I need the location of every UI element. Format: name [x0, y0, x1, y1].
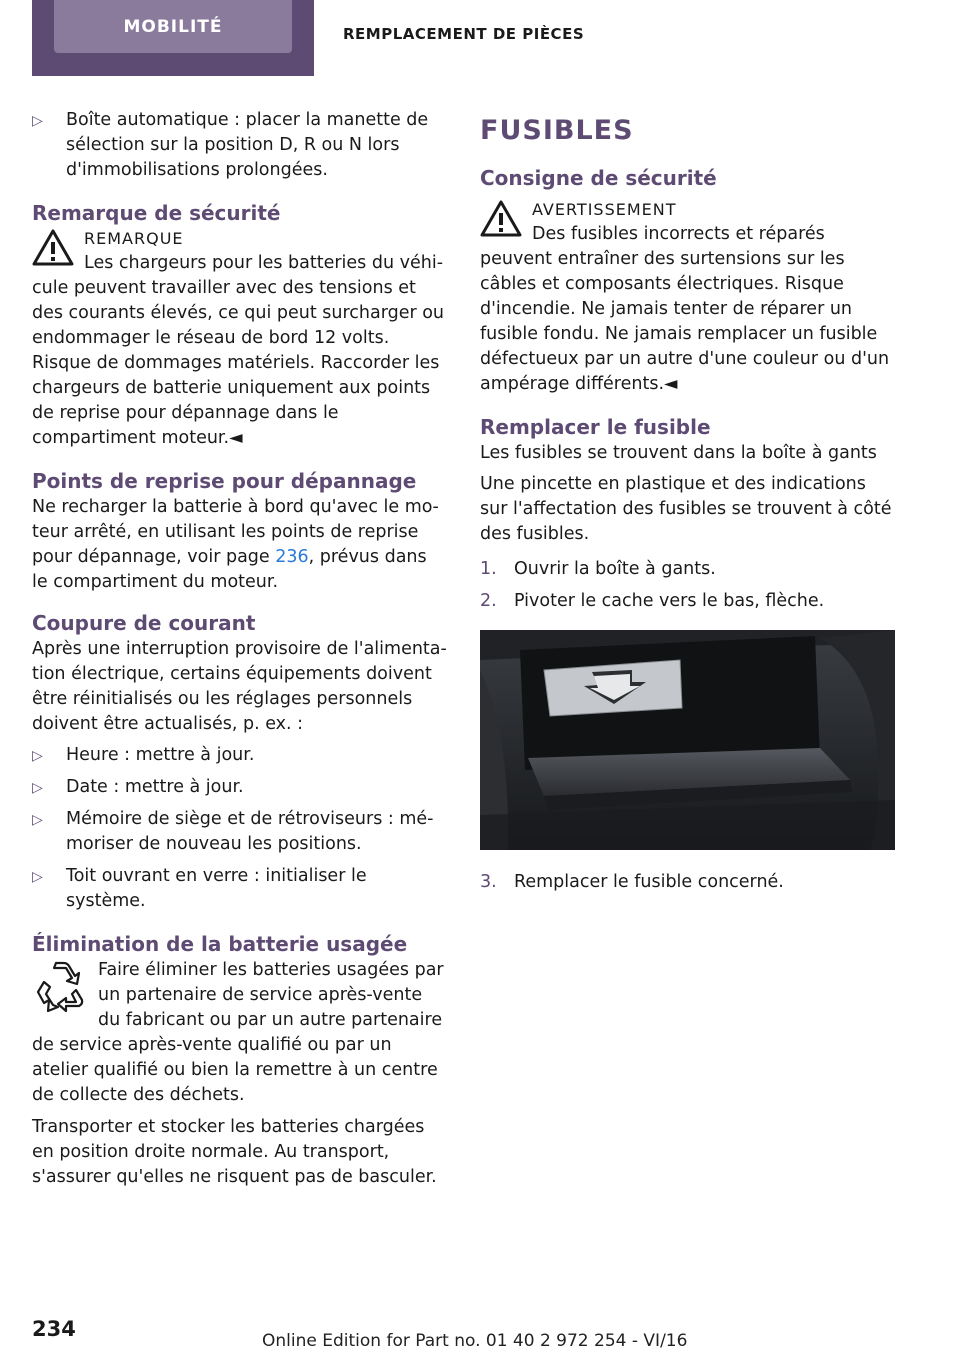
warning-triangle-icon — [480, 200, 522, 238]
triangle-right-icon: ▷ — [32, 869, 43, 885]
recycle-icon — [32, 960, 88, 1016]
disposal-notice — [32, 958, 447, 1108]
step-text: Remplacer le fusible concerné. — [514, 872, 784, 892]
fuses-heading: FUSIBLES — [480, 115, 634, 146]
tab-mobilite-inner — [54, 0, 292, 53]
footer-edition: Online Edition for Part no. 01 40 2 972 254 - VI/16 — [262, 1331, 688, 1351]
warning-triangle-icon — [32, 229, 74, 267]
disposal-heading: Élimination de la batterie usagée — [32, 932, 408, 956]
tab-mobilite[interactable] — [32, 0, 314, 76]
triangle-right-icon: ▷ — [32, 748, 43, 764]
triangle-right-icon: ▷ — [32, 780, 43, 796]
remarque-notice — [32, 227, 447, 451]
triangle-right-icon: ▷ — [32, 812, 43, 828]
transport-text: Transporter et stocker les batteries chargées en position droite normale. Au transport, s'assurer qu'elles ne risquent pas de basculer. — [32, 1117, 437, 1187]
tab-mobilite-label: MOBILITÉ — [123, 16, 223, 37]
points-text — [32, 495, 447, 595]
right-column — [480, 110, 895, 902]
step-number: 3. — [480, 872, 497, 892]
safety-heading: Remarque de sécurité — [32, 201, 281, 225]
list-item — [480, 589, 895, 614]
cut-text: Après une interruption provisoire de l'alimentation électrique, certains équipements doivent être réinitialisés ou les réglages personnels doivent être actualisés, p. ex. : — [32, 639, 447, 734]
step-text: Pivoter le cache vers le bas, flèche. — [514, 591, 825, 611]
bullet-text: Mémoire de siège et de rétroviseurs : mémoriser de nouveau les positions. — [66, 809, 434, 854]
list-item — [32, 775, 447, 800]
avert-body: Des fusibles incorrects et réparés peuvent entraîner des surtensions sur les câbles et composants électriques. Risque d'incendie. Ne jamais tenter de réparer un fusible fondu. Ne jamais remplacer un fusible défectueux par un autre d'une couleur ou d'un ampérage différents. — [480, 224, 890, 394]
steps-list-continued — [480, 870, 895, 895]
cut-heading: Coupure de courant — [32, 611, 256, 635]
bullet-text: Toit ouvrant en verre : initialiser le système. — [66, 866, 367, 911]
points-heading: Points de reprise pour dépannage — [32, 469, 417, 493]
replace-text-1: Les fusibles se trouvent dans la boîte à gants — [480, 443, 877, 463]
remarque-body: Les chargeurs pour les batteries du véhicule peuvent travailler avec des tensions et des courants élevés, ce qui peut surcharger ou endommager le réseau de bord 12 volts. Risque de dommages matériels. Raccorder les chargeurs de batterie uniquement aux points de reprise pour dépannage dans le compartiment moteur. — [32, 253, 445, 448]
header-tab-bar — [0, 0, 960, 76]
steps-list — [480, 557, 895, 614]
list-item — [480, 557, 895, 582]
glovebox-photo — [480, 630, 895, 850]
bullet-text: Boîte automatique : placer la manette de sélection sur la position D, R ou N lors d'immobilisations prolongées. — [66, 110, 429, 180]
step-number: 2. — [480, 591, 497, 611]
avertissement-notice — [480, 198, 895, 397]
list-item — [32, 108, 447, 183]
section-title: REMPLACEMENT DE PIÈCES — [343, 25, 585, 43]
disposal-text: Faire éliminer les batteries usagées par un partenaire de service après-vente du fabricant ou par un autre partenaire de service après-vente qualifié ou par un atelier qualifié ou bien la remettre à un centre de collecte des déchets. — [32, 960, 444, 1105]
points-text-before: Ne recharger la batterie à bord qu'avec le moteur arrêté, en utilisant les points de reprise pour dépannage, voir page — [32, 497, 439, 567]
remarque-text — [32, 251, 447, 451]
left-column — [32, 108, 447, 1196]
list-item — [32, 807, 447, 857]
end-mark-icon: ◄ — [229, 428, 243, 448]
remarque-title: REMARQUE — [84, 229, 184, 248]
cut-bullet-list — [32, 743, 447, 914]
triangle-right-icon: ▷ — [32, 113, 43, 129]
step-text: Ouvrir la boîte à gants. — [514, 559, 716, 579]
replace-text-2: Une pincette en plastique et des indications sur l'affectation des fusibles se trouvent à côté des fusibles. — [480, 474, 892, 544]
consigne-heading: Consigne de sécurité — [480, 166, 717, 190]
bullet-text: Date : mettre à jour. — [66, 777, 244, 797]
replace-heading: Remplacer le fusible — [480, 415, 711, 439]
step-number: 1. — [480, 559, 497, 579]
page-number: 234 — [32, 1317, 76, 1341]
avert-title: AVERTISSEMENT — [532, 200, 677, 219]
bullet-text: Heure : mettre à jour. — [66, 745, 255, 765]
list-item — [480, 870, 895, 895]
list-item — [32, 864, 447, 914]
points-text-after: , prévus dans le compartiment du moteur. — [32, 547, 427, 592]
page-link-236[interactable]: 236 — [275, 547, 309, 567]
end-mark-icon: ◄ — [664, 374, 678, 394]
avert-text — [480, 222, 895, 397]
auto-bullet-list — [32, 108, 447, 183]
list-item — [32, 743, 447, 768]
